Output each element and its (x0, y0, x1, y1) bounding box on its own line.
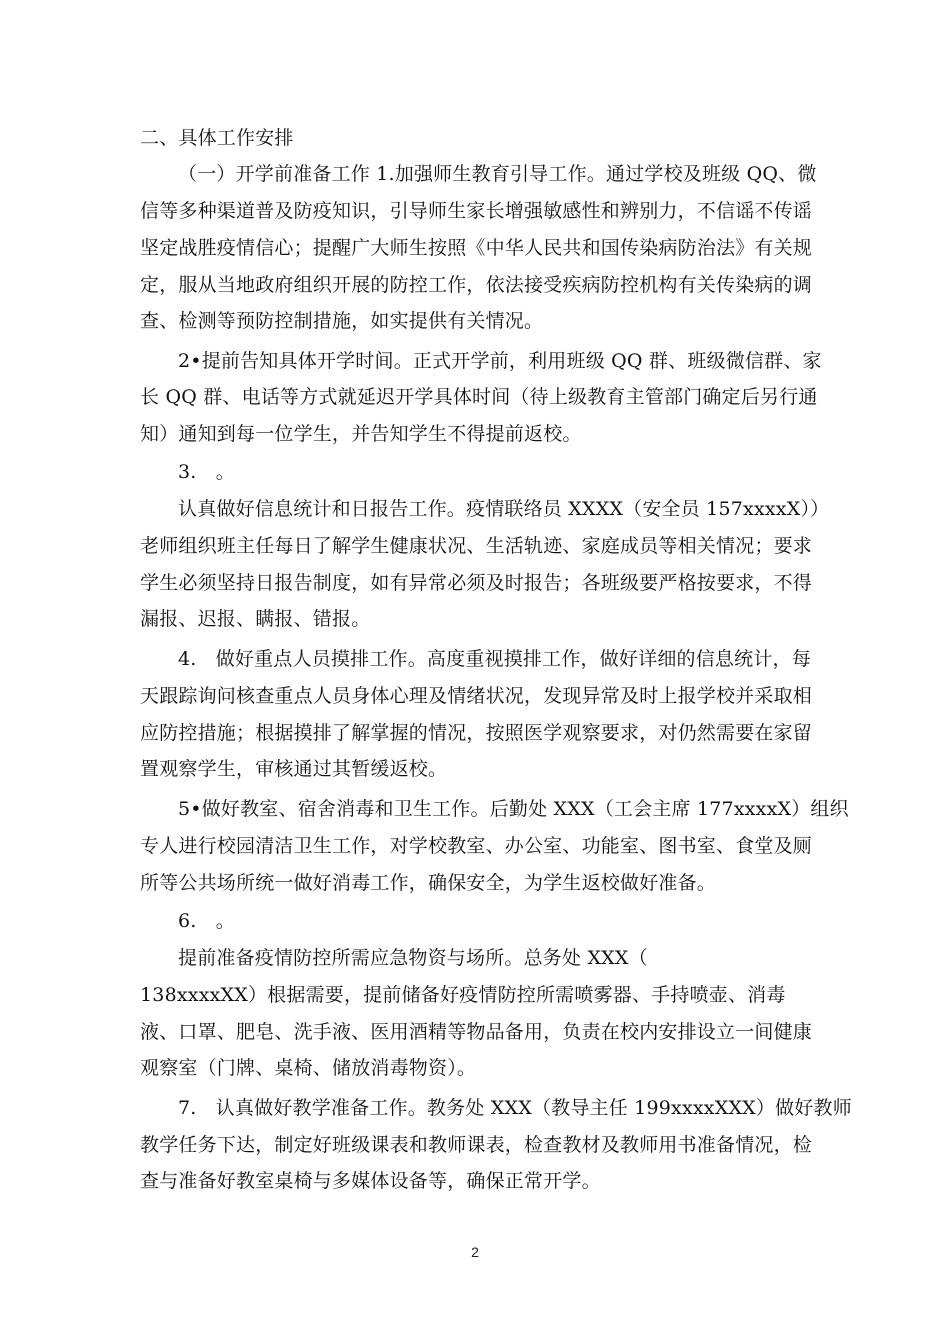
paragraph-line: 置观察学生，审核通过其暂缓返校。 (140, 758, 448, 780)
paragraph-line: （一）开学前准备工作 1.加强师生教育引导工作。通过学校及班级 QQ、微 (178, 163, 817, 185)
paragraph-line: 长 QQ 群、电话等方式就延迟开学具体时间（待上级教育主管部门确定后另行通 (140, 386, 818, 408)
paragraph-line: 138xxxxXX）根据需要，提前储备好疫情防控所需喷雾器、手持喷壶、消毒 (140, 984, 786, 1006)
paragraph-line: 专人进行校园清洁卫生工作，对学校教室、办公室、功能室、图书室、食堂及厕 (140, 835, 813, 857)
paragraph-line: 知）通知到每一位学生，并告知学生不得提前返校。 (140, 423, 582, 445)
paragraph-line: 7. 认真做好教学准备工作。教务处 XXX（教导主任 199xxxxXXX）做好教师 (178, 1097, 852, 1119)
paragraph-line: 天跟踪询问核查重点人员身体心理及情绪状况，发现异常及时上报学校并采取相 (140, 685, 813, 707)
paragraph-line: 查与准备好教室桌椅与多媒体设备等，确保正常开学。 (140, 1170, 601, 1192)
paragraph-line: 学生必须坚持日报告制度，如有异常必须及时报告；各班级要严格按要求，不得 (140, 572, 813, 594)
paragraph-line: 3. 。 (178, 461, 235, 483)
paragraph-line: 所等公共场所统一做好消毒工作，确保安全，为学生返校做好准备。 (140, 872, 717, 894)
paragraph-line: 老师组织班主任每日了解学生健康状况、生活轨迹、家庭成员等相关情况；要求 (140, 535, 813, 557)
page-number: 2 (471, 1244, 479, 1260)
paragraph-line: 认真做好信息统计和日报告工作。疫情联络员 XXXX（安全员 157xxxxX）） (178, 498, 830, 520)
paragraph-line: 定，服从当地政府组织开展的防控工作，依法接受疾病防控机构有关传染病的调 (140, 274, 813, 296)
paragraph-line: 5•做好教室、宿舍消毒和卫生工作。后勤处 XXX（工会主席 177xxxxX）组织 (178, 798, 849, 820)
paragraph-line: 漏报、迟报、瞒报、错报。 (140, 608, 371, 630)
paragraph-line: 查、检测等预防控制措施，如实提供有关情况。 (140, 310, 544, 332)
paragraph-line: 教学任务下达，制定好班级课表和教师课表，检查教材及教师用书准备情况，检 (140, 1134, 813, 1156)
paragraph-line: 4. 做好重点人员摸排工作。高度重视摸排工作，做好详细的信息统计，每 (178, 648, 811, 670)
paragraph-line: 液、口罩、肥皂、洗手液、医用酒精等物品备用，负责在校内安排设立一间健康 (140, 1021, 813, 1043)
section-heading: 二、具体工作安排 (140, 127, 294, 149)
paragraph-line: 提前准备疫情防控所需应急物资与场所。总务处 XXX（ (178, 947, 648, 969)
paragraph-line: 坚定战胜疫情信心；提醒广大师生按照《中华人民共和国传染病防治法》有关规 (140, 237, 813, 259)
paragraph-line: 2•提前告知具体开学时间。正式开学前，利用班级 QQ 群、班级微信群、家 (178, 350, 822, 372)
paragraph-line: 应防控措施；根据摸排了解掌握的情况，按照医学观察要求，对仍然需要在家留 (140, 722, 813, 744)
paragraph-line: 信等多种渠道普及防疫知识，引导师生家长增强敏感性和辨别力，不信谣不传谣 (140, 200, 813, 222)
paragraph-line: 6. 。 (178, 910, 235, 932)
paragraph-line: 观察室（门牌、桌椅、储放消毒物资）。 (140, 1057, 477, 1079)
